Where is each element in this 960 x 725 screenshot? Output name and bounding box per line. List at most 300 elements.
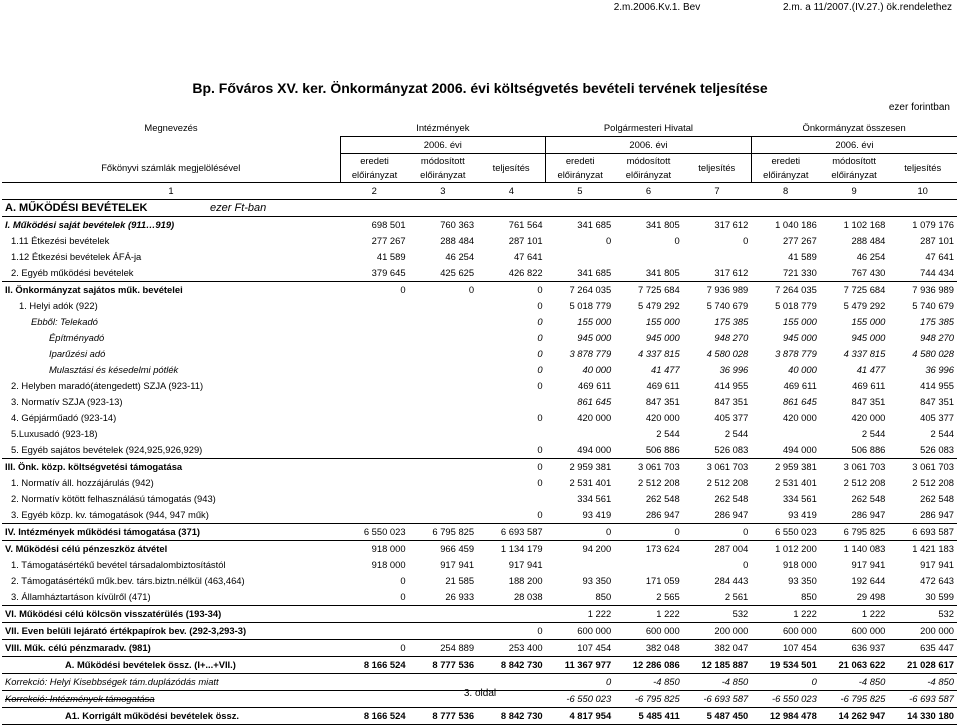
cell-value: 155 000 bbox=[851, 316, 886, 327]
cell-value: 21 028 617 bbox=[888, 657, 957, 674]
cell-value: 469 611 bbox=[852, 380, 886, 391]
row-label: 3. Egyéb közp. kv. támogatások (944, 947 műk) bbox=[11, 509, 209, 520]
cell-value: 918 000 bbox=[340, 541, 409, 558]
table-row bbox=[2, 708, 957, 725]
year-label-3: 2006. évi bbox=[751, 137, 957, 154]
table-row bbox=[2, 475, 957, 491]
cell-value: 382 047 bbox=[683, 640, 752, 657]
cell-value: 317 612 bbox=[683, 217, 752, 234]
row-label: 2. Helyben maradó(átengedett) SZJA (923-11) bbox=[11, 380, 204, 391]
cell-value: 2 512 208 bbox=[912, 477, 954, 488]
cell-value: 8 842 730 bbox=[477, 708, 546, 725]
table-row bbox=[2, 265, 957, 282]
cell-value: 4 817 954 bbox=[546, 708, 615, 725]
cell-value: 1 102 168 bbox=[820, 217, 889, 234]
cell-value: 2 531 401 bbox=[569, 477, 612, 488]
cell-value: 0 bbox=[614, 524, 683, 541]
cell-value: 2 959 381 bbox=[751, 459, 820, 476]
cell-value: 0 bbox=[537, 316, 543, 327]
cell-value: 3 878 779 bbox=[569, 348, 612, 359]
row-label: 2. Egyéb működési bevételek bbox=[11, 267, 134, 278]
cell-value: 47 641 bbox=[925, 251, 954, 262]
table-row bbox=[2, 233, 957, 249]
cell-value: 262 548 bbox=[645, 493, 680, 504]
table-row bbox=[2, 640, 957, 657]
cell-value: 847 351 bbox=[714, 396, 749, 407]
cell-value bbox=[546, 557, 615, 573]
cell-value: 918 000 bbox=[371, 559, 406, 570]
cell-value: 2 561 bbox=[724, 591, 749, 602]
cell-value: 1 134 179 bbox=[477, 541, 546, 558]
column-number: 4 bbox=[477, 183, 546, 200]
cell-value: 277 267 bbox=[782, 235, 817, 246]
cell-value bbox=[340, 623, 409, 640]
col-header-teljesites: teljesítés bbox=[888, 154, 957, 183]
cell-value: 945 000 bbox=[851, 332, 886, 343]
cell-value: 2 512 208 bbox=[638, 477, 680, 488]
cell-value: 3 061 703 bbox=[820, 459, 889, 476]
cell-value bbox=[546, 426, 615, 442]
cell-value: 7 936 989 bbox=[888, 282, 957, 299]
table-row bbox=[2, 507, 957, 524]
table-row bbox=[2, 410, 957, 426]
cell-value bbox=[409, 314, 478, 330]
cell-value: 6 795 825 bbox=[820, 524, 889, 541]
cell-value: 21 063 622 bbox=[820, 657, 889, 674]
cell-value: 635 447 bbox=[888, 640, 957, 657]
cell-value bbox=[409, 362, 478, 378]
cell-value: -4 850 bbox=[614, 674, 683, 691]
cell-value: 0 bbox=[537, 412, 543, 423]
cell-value: 420 000 bbox=[645, 412, 680, 423]
cell-value bbox=[477, 606, 546, 623]
cell-value: 469 611 bbox=[783, 380, 817, 391]
cell-value bbox=[477, 394, 546, 410]
row-label: VII. Even belüli lejárató értékpapírok bev. (292-3,293-3) bbox=[2, 623, 340, 640]
cell-value: 5 018 779 bbox=[775, 300, 817, 311]
cell-value: 744 434 bbox=[920, 267, 954, 278]
col-header-megnevezes: Megnevezés bbox=[144, 122, 198, 134]
cell-value: 1 421 183 bbox=[888, 541, 957, 558]
cell-value: 1 040 186 bbox=[751, 217, 820, 234]
cell-value: 532 bbox=[683, 606, 752, 623]
column-number: 6 bbox=[614, 183, 683, 200]
cell-value: 0 bbox=[477, 623, 546, 640]
column-number: 1 bbox=[2, 183, 340, 200]
cell-value bbox=[477, 426, 546, 442]
row-label: A1. Korrigált működési bevételek össz. bbox=[2, 708, 340, 725]
column-number: 2 bbox=[340, 183, 409, 200]
cell-value: 0 bbox=[340, 640, 409, 657]
row-label: 5. Egyéb sajátos bevételek (924,925,926,929) bbox=[11, 444, 203, 455]
cell-value: 287 004 bbox=[683, 541, 752, 558]
col-header-teljesites: teljesítés bbox=[683, 154, 752, 183]
col-header-modositott: módosított előirányzat bbox=[614, 154, 683, 183]
cell-value: 0 bbox=[546, 674, 615, 691]
cell-value: 0 bbox=[409, 282, 478, 299]
header-left: 2.m.2006.Kv.1. Bev bbox=[613, 2, 701, 13]
column-number: 10 bbox=[888, 183, 957, 200]
cell-value: 405 377 bbox=[714, 412, 749, 423]
row-label: 3. Normatív SZJA (923-13) bbox=[11, 396, 123, 407]
row-label: VIII. Műk. célú pénzmaradv. (981) bbox=[2, 640, 340, 657]
table-row bbox=[2, 573, 957, 589]
cell-value: 2 544 bbox=[861, 428, 886, 439]
cell-value: 945 000 bbox=[645, 332, 680, 343]
cell-value: 1 079 176 bbox=[888, 217, 957, 234]
cell-value: 3 061 703 bbox=[683, 459, 752, 476]
cell-value: 21 585 bbox=[445, 575, 475, 586]
row-label: I. Működési saját bevételek (911…919) bbox=[2, 217, 340, 234]
cell-value bbox=[546, 249, 615, 265]
cell-value bbox=[340, 362, 409, 378]
column-number: 3 bbox=[409, 183, 478, 200]
cell-value: 93 419 bbox=[788, 509, 817, 520]
cell-value: 847 351 bbox=[645, 396, 680, 407]
cell-value: 29 498 bbox=[856, 591, 886, 602]
cell-value bbox=[409, 475, 478, 491]
table-row bbox=[2, 589, 957, 606]
cell-value bbox=[409, 410, 478, 426]
column-number: 9 bbox=[820, 183, 889, 200]
cell-value bbox=[409, 623, 478, 640]
cell-value: 506 886 bbox=[645, 444, 680, 455]
cell-value: -6 550 023 bbox=[751, 691, 820, 708]
cell-value: 494 000 bbox=[577, 444, 612, 455]
cell-value bbox=[340, 330, 409, 346]
cell-value: -6 795 825 bbox=[614, 691, 683, 708]
cell-value bbox=[409, 394, 478, 410]
cell-value: 472 643 bbox=[920, 575, 954, 586]
cell-value: 469 611 bbox=[577, 380, 612, 391]
row-label: Korrekció: Intézmények támogatása bbox=[2, 691, 340, 708]
cell-value: 4 337 815 bbox=[638, 348, 680, 359]
row-label: IV. Intézmények működési támogatása (371) bbox=[2, 524, 340, 541]
cell-value: 192 644 bbox=[851, 575, 886, 586]
cell-value: 945 000 bbox=[577, 332, 612, 343]
cell-value: 40 000 bbox=[582, 364, 612, 375]
cell-value bbox=[340, 491, 409, 507]
row-label: Iparűzési adó bbox=[49, 348, 106, 359]
cell-value: 341 685 bbox=[546, 217, 615, 234]
cell-value: 287 101 bbox=[920, 235, 954, 246]
cell-value: 6 550 023 bbox=[340, 524, 409, 541]
cell-value: 0 bbox=[477, 459, 546, 476]
cell-value: 41 589 bbox=[376, 251, 406, 262]
col-group-osszesen: Önkormányzat összesen bbox=[802, 122, 906, 133]
cell-value: 262 548 bbox=[920, 493, 954, 504]
cell-value: 6 693 587 bbox=[477, 524, 546, 541]
cell-value: 107 454 bbox=[546, 640, 615, 657]
cell-value bbox=[683, 249, 752, 265]
table-row bbox=[2, 541, 957, 558]
cell-value: 760 363 bbox=[409, 217, 478, 234]
cell-value bbox=[409, 426, 478, 442]
cell-value: 3 061 703 bbox=[888, 459, 957, 476]
table-row bbox=[2, 394, 957, 410]
row-label: Építményadó bbox=[49, 332, 105, 343]
cell-value: 425 625 bbox=[440, 267, 475, 278]
cell-value: -4 850 bbox=[820, 674, 889, 691]
budget-table bbox=[2, 120, 957, 725]
cell-value: 8 166 524 bbox=[340, 708, 409, 725]
cell-value: 28 038 bbox=[513, 591, 543, 602]
cell-value bbox=[340, 394, 409, 410]
cell-value: 8 777 536 bbox=[409, 708, 478, 725]
cell-value: 1 140 083 bbox=[820, 541, 889, 558]
cell-value: 286 947 bbox=[851, 509, 886, 520]
col-header-modositott: módosított előirányzat bbox=[409, 154, 478, 183]
cell-value: 0 bbox=[537, 348, 543, 359]
cell-value: 8 166 524 bbox=[340, 657, 409, 674]
cell-value: 334 561 bbox=[782, 493, 817, 504]
cell-value: 917 941 bbox=[508, 559, 543, 570]
cell-value bbox=[409, 606, 478, 623]
cell-value: 3 061 703 bbox=[614, 459, 683, 476]
cell-value: 317 612 bbox=[714, 267, 749, 278]
year-label-1: 2006. évi bbox=[340, 137, 546, 154]
table-row bbox=[2, 657, 957, 674]
cell-value: 2 512 208 bbox=[706, 477, 749, 488]
cell-value: 155 000 bbox=[782, 316, 817, 327]
cell-value: 286 947 bbox=[645, 509, 680, 520]
cell-value: 341 805 bbox=[645, 267, 680, 278]
cell-value: 0 bbox=[751, 674, 820, 691]
cell-value: 200 000 bbox=[683, 623, 752, 640]
cell-value: 41 477 bbox=[651, 364, 680, 375]
cell-value: 917 941 bbox=[440, 559, 475, 570]
cell-value: 847 351 bbox=[920, 396, 954, 407]
table-row bbox=[2, 524, 957, 541]
col-header-eredeti: eredeti előirányzat bbox=[340, 154, 409, 183]
cell-value: 0 bbox=[537, 444, 543, 455]
cell-value: 14 330 180 bbox=[888, 708, 957, 725]
cell-value: 1 222 bbox=[751, 606, 820, 623]
cell-value: 494 000 bbox=[782, 444, 817, 455]
cell-value: 526 083 bbox=[714, 444, 749, 455]
cell-value: 341 805 bbox=[614, 217, 683, 234]
cell-value bbox=[409, 507, 478, 524]
cell-value: 1 222 bbox=[546, 606, 615, 623]
cell-value bbox=[340, 426, 409, 442]
cell-value: 254 889 bbox=[409, 640, 478, 657]
cell-value: 420 000 bbox=[782, 412, 817, 423]
table-row bbox=[2, 330, 957, 346]
cell-value: 698 501 bbox=[340, 217, 409, 234]
cell-value: 6 795 825 bbox=[409, 524, 478, 541]
cell-value bbox=[340, 346, 409, 362]
row-label: A. Működési bevételek össz. (I+...+VII.) bbox=[2, 657, 340, 674]
col-group-intezmenyek: Intézmények bbox=[416, 122, 470, 133]
table-row bbox=[2, 442, 957, 459]
cell-value: 7 936 989 bbox=[683, 282, 752, 299]
cell-value: 0 bbox=[537, 509, 543, 520]
cell-value: 0 bbox=[537, 364, 543, 375]
row-label: VI. Működési célú kölcsön visszatérülés (193-34) bbox=[2, 606, 340, 623]
header-right: 2.m. a 11/2007.(IV.27.) ök.rendelethez bbox=[783, 2, 952, 13]
cell-value: 155 000 bbox=[577, 316, 612, 327]
row-label: 4. Gépjárműadó (923-14) bbox=[11, 412, 117, 423]
cell-value: 188 200 bbox=[508, 575, 543, 586]
section-a-unit: ezer Ft-ban bbox=[210, 202, 267, 214]
page-title: Bp. Főváros XV. ker. Önkormányzat 2006. évi költségvetés bevételi tervének teljesítése bbox=[192, 80, 768, 96]
cell-value bbox=[409, 378, 478, 394]
col-header-eredeti: eredeti előirányzat bbox=[546, 154, 615, 183]
row-label: 2. Támogatásértékű műk.bev. társ.biztn.nélkül (463,464) bbox=[11, 575, 245, 586]
col-group-polgarmesteri: Polgármesteri Hivatal bbox=[603, 122, 694, 133]
cell-value bbox=[340, 410, 409, 426]
cell-value: 277 267 bbox=[371, 235, 406, 246]
cell-value: 286 947 bbox=[714, 509, 749, 520]
cell-value: 847 351 bbox=[851, 396, 886, 407]
cell-value: 8 842 730 bbox=[477, 657, 546, 674]
cell-value: 19 534 501 bbox=[751, 657, 820, 674]
cell-value: 171 059 bbox=[645, 575, 680, 586]
cell-value: 36 996 bbox=[719, 364, 749, 375]
cell-value: 36 996 bbox=[925, 364, 954, 375]
cell-value: 3 878 779 bbox=[775, 348, 817, 359]
cell-value bbox=[409, 491, 478, 507]
cell-value: 0 bbox=[743, 235, 749, 246]
cell-value: 0 bbox=[683, 524, 752, 541]
cell-value: 379 645 bbox=[371, 267, 406, 278]
cell-value: 948 270 bbox=[714, 332, 749, 343]
cell-value: 2 531 401 bbox=[775, 477, 817, 488]
cell-value: 4 580 028 bbox=[912, 348, 954, 359]
cell-value: 93 350 bbox=[582, 575, 612, 586]
table-row bbox=[2, 249, 957, 265]
row-label: 1.12 Étkezési bevételek ÁFÁ-ja bbox=[11, 251, 142, 262]
row-label: 1.11 Étkezési bevételek bbox=[11, 235, 110, 246]
cell-value: 288 484 bbox=[440, 235, 475, 246]
cell-value: 46 254 bbox=[445, 251, 475, 262]
cell-value: 6 550 023 bbox=[751, 524, 820, 541]
row-label: 1. Támogatásértékű bevétel társadalombiztosítástól bbox=[11, 559, 226, 570]
table-row bbox=[2, 217, 957, 234]
cell-value: 945 000 bbox=[782, 332, 817, 343]
cell-value: 287 101 bbox=[508, 235, 543, 246]
cell-value: 262 548 bbox=[851, 493, 886, 504]
section-a-heading bbox=[2, 200, 957, 217]
col-header-eredeti: eredeti előirányzat bbox=[751, 154, 820, 183]
cell-value: 94 200 bbox=[546, 541, 615, 558]
cell-value: 917 941 bbox=[920, 559, 954, 570]
cell-value: 0 bbox=[477, 282, 546, 299]
table-row bbox=[2, 346, 957, 362]
cell-value bbox=[409, 346, 478, 362]
cell-value: 1 012 200 bbox=[751, 541, 820, 558]
cell-value: 636 937 bbox=[820, 640, 889, 657]
cell-value: 2 544 bbox=[656, 428, 680, 439]
cell-value: 5 740 679 bbox=[706, 300, 749, 311]
cell-value: 850 bbox=[595, 591, 612, 602]
cell-value: 4 337 815 bbox=[843, 348, 886, 359]
table-row bbox=[2, 491, 957, 507]
cell-value: 0 bbox=[537, 477, 543, 488]
cell-value: 1 222 bbox=[614, 606, 683, 623]
cell-value: 26 933 bbox=[445, 591, 475, 602]
cell-value: 7 264 035 bbox=[751, 282, 820, 299]
cell-value: 284 443 bbox=[714, 575, 749, 586]
cell-value: 341 685 bbox=[577, 267, 612, 278]
cell-value: 47 641 bbox=[513, 251, 543, 262]
cell-value: 0 bbox=[605, 235, 612, 246]
row-label: 3. Államháztartáson kívülről (471) bbox=[11, 591, 151, 602]
cell-value bbox=[340, 507, 409, 524]
cell-value: 767 430 bbox=[851, 267, 886, 278]
cell-value: 0 bbox=[674, 235, 680, 246]
cell-value bbox=[409, 298, 478, 314]
cell-value bbox=[614, 557, 683, 573]
cell-value: 2 544 bbox=[724, 428, 749, 439]
column-number: 8 bbox=[751, 183, 820, 200]
table-row bbox=[2, 282, 957, 299]
cell-value: 1 222 bbox=[820, 606, 889, 623]
cell-value: 469 611 bbox=[646, 380, 680, 391]
cell-value: 173 624 bbox=[614, 541, 683, 558]
cell-value: 0 bbox=[400, 575, 406, 586]
cell-value: 5 485 411 bbox=[614, 708, 683, 725]
cell-value: 334 561 bbox=[577, 493, 612, 504]
cell-value: 382 048 bbox=[614, 640, 683, 657]
cell-value: 5 487 450 bbox=[683, 708, 752, 725]
cell-value: 420 000 bbox=[577, 412, 612, 423]
cell-value: 600 000 bbox=[614, 623, 683, 640]
table-row bbox=[2, 298, 957, 314]
table-row bbox=[2, 362, 957, 378]
table-row bbox=[2, 426, 957, 442]
cell-value: -4 850 bbox=[888, 674, 957, 691]
column-number: 7 bbox=[683, 183, 752, 200]
table-row bbox=[2, 606, 957, 623]
cell-value: 4 580 028 bbox=[706, 348, 749, 359]
cell-value: 0 bbox=[546, 524, 615, 541]
row-label: Korrekció: Helyi Kisebbségek tám.duplázódás miatt bbox=[2, 674, 340, 691]
cell-value: 861 645 bbox=[577, 396, 612, 407]
cell-value: 93 350 bbox=[788, 575, 817, 586]
col-header-teljesites: teljesítés bbox=[477, 154, 546, 183]
cell-value: 861 645 bbox=[782, 396, 817, 407]
cell-value: 5 479 292 bbox=[843, 300, 886, 311]
table-row bbox=[2, 378, 957, 394]
row-label: 5.Luxusadó (923-18) bbox=[11, 428, 98, 439]
cell-value: 7 725 684 bbox=[820, 282, 889, 299]
cell-value: 532 bbox=[888, 606, 957, 623]
cell-value: 253 400 bbox=[477, 640, 546, 657]
cell-value: 107 454 bbox=[751, 640, 820, 657]
row-label: II. Önkormányzat sajátos műk. bevételei bbox=[2, 282, 340, 299]
cell-value: 0 bbox=[743, 559, 749, 570]
cell-value: 8 777 536 bbox=[409, 657, 478, 674]
cell-value: 966 459 bbox=[409, 541, 478, 558]
cell-value: -4 850 bbox=[683, 674, 752, 691]
table-row bbox=[2, 314, 957, 330]
cell-value: 7 264 035 bbox=[546, 282, 615, 299]
unit-label: ezer forintban bbox=[888, 102, 950, 113]
cell-value: 30 599 bbox=[925, 591, 954, 602]
cell-value: 41 477 bbox=[856, 364, 886, 375]
cell-value: -6 795 825 bbox=[820, 691, 889, 708]
cell-value: 850 bbox=[801, 591, 817, 602]
cell-value bbox=[340, 378, 409, 394]
page-number: 3. oldal bbox=[463, 688, 497, 699]
table-row bbox=[2, 557, 957, 573]
cell-value: 526 083 bbox=[920, 444, 954, 455]
cell-value: 0 bbox=[400, 591, 406, 602]
cell-value: 41 589 bbox=[788, 251, 817, 262]
cell-value: 5 479 292 bbox=[638, 300, 680, 311]
cell-value bbox=[340, 298, 409, 314]
